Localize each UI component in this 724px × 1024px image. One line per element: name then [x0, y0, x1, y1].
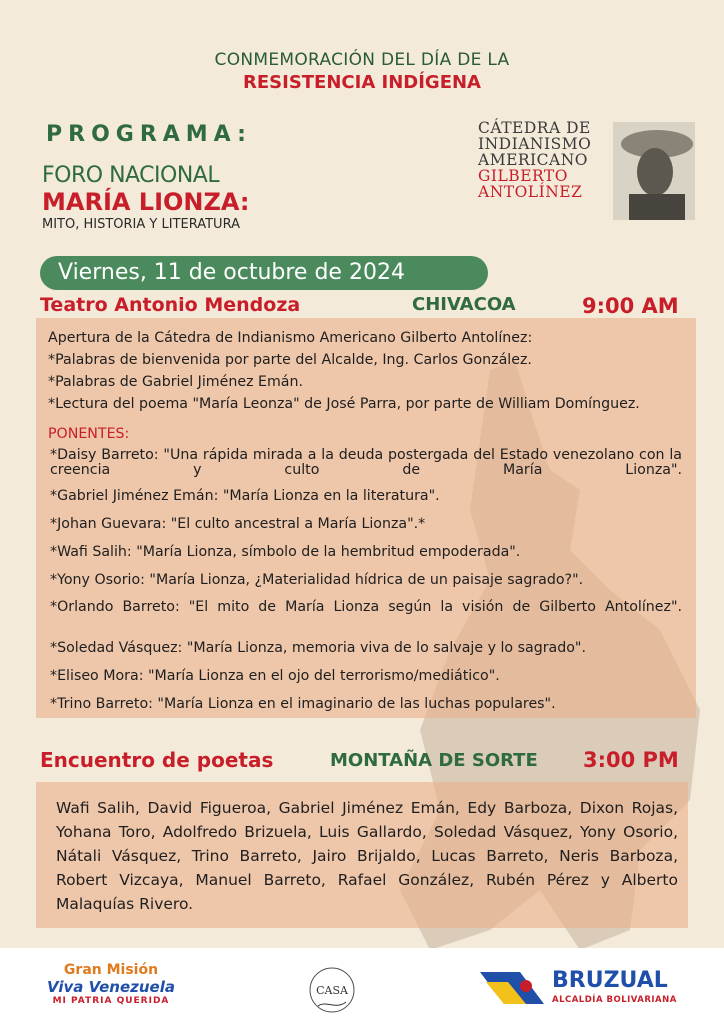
speakers-label: PONENTES: — [48, 426, 130, 442]
bruzual-emblem — [480, 968, 544, 1008]
opening-line: *Lectura del poema "María Leonza" de José Parra, por parte de William Domínguez. — [48, 396, 640, 412]
opening-line: *Palabras de Gabriel Jiménez Emán. — [48, 374, 304, 390]
gm-line1: Gran Misión — [63, 962, 159, 978]
casa-logo — [300, 958, 364, 1018]
speaker-item: *Gabriel Jiménez Emán: "María Lionza en la literatura". — [50, 488, 440, 504]
resistance-heading: RESISTENCIA INDÍGENA — [243, 72, 481, 93]
chair-line: AMERICANO — [478, 151, 588, 169]
opening-line: Apertura de la Cátedra de Indianismo Americano Gilberto Antolínez: — [48, 330, 533, 346]
speaker-item: *Johan Guevara: "El culto ancestral a María Lionza".* — [50, 516, 426, 532]
date-banner: Viernes, 11 de octubre de 2024 — [40, 256, 488, 290]
gm-line2: Viva Venezuela — [47, 978, 175, 996]
speaker-item: *Yony Osorio: "María Lionza, ¿Materialidad hídrica de un paisaje sagrado?". — [50, 572, 584, 588]
chair-logo — [478, 120, 698, 225]
session2-time: 3:00 PM — [583, 748, 679, 772]
speaker-item: *Wafi Salih: "María Lionza, símbolo de la hembritud empoderada". — [50, 544, 521, 560]
speaker-item: *Orlando Barreto: "El mito de María Lionza según la visión de Gilberto Antolínez". — [50, 599, 682, 615]
gm-line3: MI PATRIA QUERIDA — [52, 996, 170, 1006]
speaker-item: *Eliseo Mora: "María Lionza en el ojo del terrorismo/mediático". — [50, 668, 500, 684]
session1-venue: Teatro Antonio Mendoza — [40, 294, 301, 316]
forum-subtitle: MITO, HISTORIA Y LITERATURA — [42, 217, 240, 232]
session2-place: MONTAÑA DE SORTE — [330, 750, 538, 771]
speaker-item: *Trino Barreto: "María Lionza en el imaginario de las luchas populares". — [50, 696, 556, 712]
chair-name-line: GILBERTO — [478, 167, 568, 185]
speaker-item: *Soledad Vásquez: "María Lionza, memoria viva de lo salvaje y lo sagrado". — [50, 640, 586, 656]
forum-label: FORO NACIONAL — [42, 163, 220, 188]
commemoration-heading: CONMEMORACIÓN DEL DÍA DE LA — [214, 50, 510, 70]
session1-place: CHIVACOA — [412, 294, 516, 315]
portrait-image — [613, 122, 695, 220]
alcaldia-label: ALCALDÍA BOLIVARIANA — [552, 995, 677, 1005]
forum-title: MARÍA LIONZA: — [42, 188, 250, 216]
session1-time: 9:00 AM — [582, 294, 679, 318]
casa-text: CASA — [316, 984, 348, 997]
opening-line: *Palabras de bienvenida por parte del Alcalde, Ing. Carlos González. — [48, 352, 532, 368]
chair-logo-text — [478, 120, 591, 200]
chair-line: INDIANISMO — [478, 135, 592, 153]
bruzual-name: BRUZUAL — [552, 968, 668, 993]
chair-line: CÁTEDRA DE — [478, 119, 591, 137]
poets-list: Wafi Salih, David Figueroa, Gabriel Jiménez Emán, Edy Barboza, Dixon Rojas, Yohana Toro, Adolfredo Brizuela, Luis Gallardo, Soledad Vásquez, Yony Osorio, Nátali Vásquez, Trino Barreto, Jairo Brijaldo, Lucas Barreto, Neris Barboza, Robert Vizcaya, Manuel Barreto, Rafael González, Rubén Pérez y Alberto Malaquías Rivero. — [56, 799, 678, 913]
gran-mision-logo — [36, 962, 186, 1006]
chair-name-line: ANTOLÍNEZ — [478, 183, 583, 201]
program-label: PROGRAMA: — [46, 122, 252, 147]
speaker-item: *Daisy Barreto: "Una rápida mirada a la deuda postergada del Estado venezolano con la creencia y culto de María Lionza". — [50, 447, 682, 478]
session2-venue: Encuentro de poetas — [40, 748, 274, 772]
